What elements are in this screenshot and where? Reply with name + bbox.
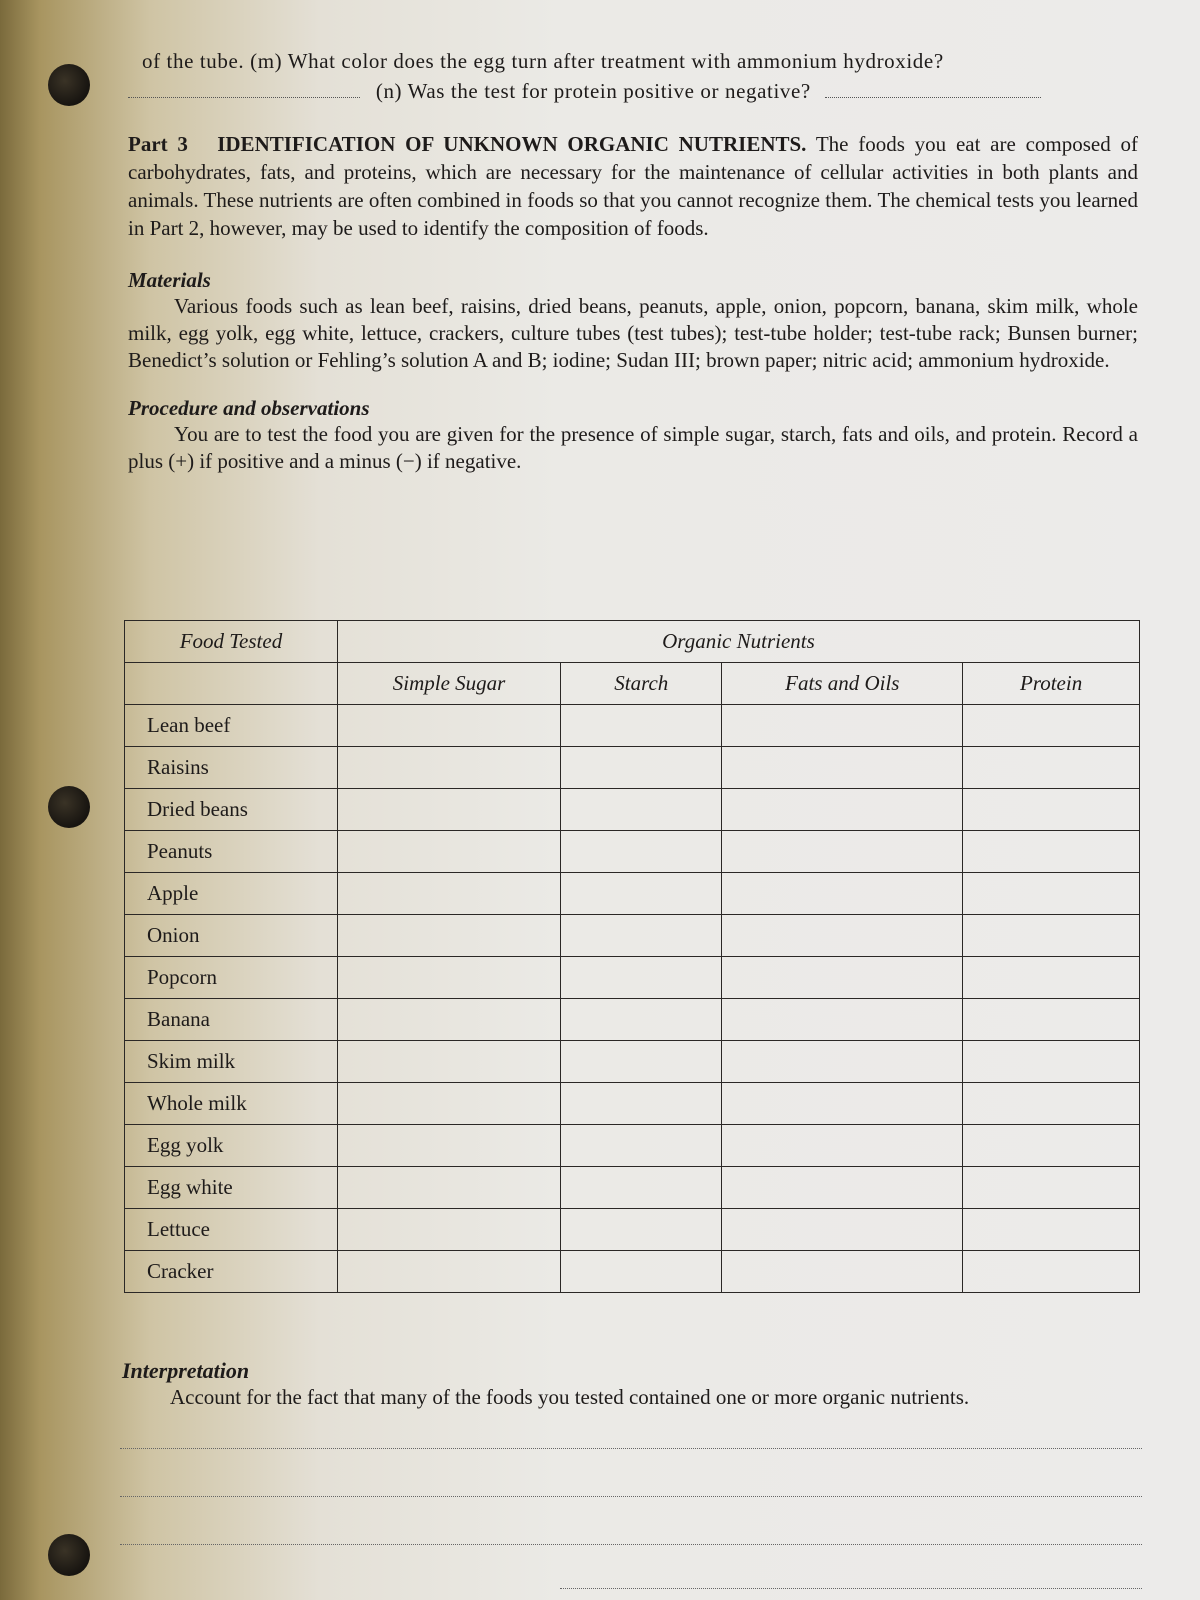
- table-row: [125, 747, 1140, 789]
- food-name: Whole milk: [125, 1083, 338, 1125]
- food-name: Cracker: [125, 1251, 338, 1293]
- food-name: Egg white: [125, 1167, 338, 1209]
- simple-sugar-cell[interactable]: [337, 789, 560, 831]
- binder-hole-top: [48, 64, 90, 106]
- table-row: [125, 1167, 1140, 1209]
- starch-cell[interactable]: [561, 1125, 722, 1167]
- answer-line[interactable]: [560, 1588, 1142, 1589]
- food-name: Banana: [125, 999, 338, 1041]
- table-row: [125, 1125, 1140, 1167]
- starch-cell[interactable]: [561, 873, 722, 915]
- protein-cell[interactable]: [963, 1209, 1140, 1251]
- nutrients-table: [124, 620, 1140, 1293]
- starch-cell[interactable]: [561, 915, 722, 957]
- interpretation-text: Account for the fact that many of the foods you tested contained one or more organic nutrients.: [170, 1385, 970, 1409]
- food-name: Apple: [125, 873, 338, 915]
- table-subheader-row: [125, 663, 1140, 705]
- simple-sugar-cell[interactable]: [337, 831, 560, 873]
- starch-cell[interactable]: [561, 999, 722, 1041]
- table-row: [125, 1209, 1140, 1251]
- starch-cell[interactable]: [561, 747, 722, 789]
- starch-header: Starch: [561, 663, 722, 705]
- simple-sugar-cell[interactable]: [337, 1251, 560, 1293]
- table-header-row: [125, 621, 1140, 663]
- table-row: [125, 705, 1140, 747]
- protein-cell[interactable]: [963, 915, 1140, 957]
- simple-sugar-cell[interactable]: [337, 1125, 560, 1167]
- fats-oils-cell[interactable]: [722, 1083, 963, 1125]
- question-m: of the tube. (m) What color does the egg turn after treatment with ammonium hydroxide?: [142, 49, 944, 73]
- protein-cell[interactable]: [963, 1041, 1140, 1083]
- answer-line[interactable]: [120, 1448, 1142, 1449]
- fats-oils-cell[interactable]: [722, 1167, 963, 1209]
- fats-oils-cell[interactable]: [722, 705, 963, 747]
- answer-line[interactable]: [120, 1496, 1142, 1497]
- interpretation-title: Interpretation: [122, 1358, 250, 1383]
- starch-cell[interactable]: [561, 1167, 722, 1209]
- fats-oils-cell[interactable]: [722, 831, 963, 873]
- part3-title: IDENTIFICATION OF UNKNOWN ORGANIC NUTRIENTS.: [217, 132, 807, 156]
- simple-sugar-cell[interactable]: [337, 999, 560, 1041]
- simple-sugar-cell[interactable]: [337, 1167, 560, 1209]
- protein-cell[interactable]: [963, 705, 1140, 747]
- fats-oils-cell[interactable]: [722, 789, 963, 831]
- food-tested-header: Food Tested: [125, 621, 338, 663]
- starch-cell[interactable]: [561, 1041, 722, 1083]
- materials-title: Materials: [128, 268, 211, 292]
- starch-cell[interactable]: [561, 957, 722, 999]
- simple-sugar-header: Simple Sugar: [337, 663, 560, 705]
- part3-text: The foods you eat are composed of carbohydrates, fats, and proteins, which are necessary for the maintenance of cellular activities in both plants and animals. These nutrients are often combined in foods so that you cannot recognize them. The chemical tests you learned in Part 2, however, may be used to identify the composition of foods.: [128, 132, 1138, 240]
- table-row: [125, 957, 1140, 999]
- starch-cell[interactable]: [561, 831, 722, 873]
- starch-cell[interactable]: [561, 1083, 722, 1125]
- part3-label: Part 3: [128, 132, 188, 156]
- table-row: [125, 915, 1140, 957]
- table-row: [125, 873, 1140, 915]
- fats-oils-cell[interactable]: [722, 1251, 963, 1293]
- fats-oils-cell[interactable]: [722, 957, 963, 999]
- simple-sugar-cell[interactable]: [337, 705, 560, 747]
- table-row: [125, 1083, 1140, 1125]
- procedure-text: You are to test the food you are given for the presence of simple sugar, starch, fats and oils, and protein. Record a plus (+) if positive and a minus (−) if negative.: [128, 422, 1138, 473]
- fats-oils-header: Fats and Oils: [722, 663, 963, 705]
- food-name: Raisins: [125, 747, 338, 789]
- table-row: [125, 1041, 1140, 1083]
- protein-cell[interactable]: [963, 873, 1140, 915]
- procedure-title: Procedure and observations: [128, 396, 370, 420]
- protein-cell[interactable]: [963, 747, 1140, 789]
- table-row: [125, 831, 1140, 873]
- table-row: [125, 1251, 1140, 1293]
- question-n: (n) Was the test for protein positive or negative?: [375, 79, 811, 103]
- food-name: Lettuce: [125, 1209, 338, 1251]
- protein-header: Protein: [963, 663, 1140, 705]
- food-name: Lean beef: [125, 705, 338, 747]
- simple-sugar-cell[interactable]: [337, 957, 560, 999]
- fats-oils-cell[interactable]: [722, 999, 963, 1041]
- starch-cell[interactable]: [561, 1209, 722, 1251]
- fats-oils-cell[interactable]: [722, 747, 963, 789]
- protein-cell[interactable]: [963, 1083, 1140, 1125]
- simple-sugar-cell[interactable]: [337, 1209, 560, 1251]
- simple-sugar-cell[interactable]: [337, 1083, 560, 1125]
- fats-oils-cell[interactable]: [722, 873, 963, 915]
- protein-cell[interactable]: [963, 789, 1140, 831]
- food-name: Egg yolk: [125, 1125, 338, 1167]
- starch-cell[interactable]: [561, 705, 722, 747]
- simple-sugar-cell[interactable]: [337, 915, 560, 957]
- answer-blank-n[interactable]: [825, 97, 1041, 98]
- protein-cell[interactable]: [963, 1167, 1140, 1209]
- starch-cell[interactable]: [561, 789, 722, 831]
- question-n-line: [128, 76, 1138, 106]
- simple-sugar-cell[interactable]: [337, 873, 560, 915]
- binder-hole-bottom: [48, 1534, 90, 1576]
- blank-header-cell: [125, 663, 338, 705]
- table-row: [125, 789, 1140, 831]
- food-name: Dried beans: [125, 789, 338, 831]
- simple-sugar-cell[interactable]: [337, 747, 560, 789]
- fats-oils-cell[interactable]: [722, 1125, 963, 1167]
- answer-blank-m[interactable]: [128, 97, 360, 98]
- food-name: Popcorn: [125, 957, 338, 999]
- worksheet-text: [128, 46, 1138, 475]
- food-name: Onion: [125, 915, 338, 957]
- binder-hole-middle: [48, 786, 90, 828]
- fats-oils-cell[interactable]: [722, 1209, 963, 1251]
- starch-cell[interactable]: [561, 1251, 722, 1293]
- protein-cell[interactable]: [963, 957, 1140, 999]
- simple-sugar-cell[interactable]: [337, 1041, 560, 1083]
- fats-oils-cell[interactable]: [722, 915, 963, 957]
- protein-cell[interactable]: [963, 999, 1140, 1041]
- protein-cell[interactable]: [963, 1125, 1140, 1167]
- part3-paragraph: [128, 130, 1138, 242]
- food-name: Skim milk: [125, 1041, 338, 1083]
- answer-line[interactable]: [120, 1544, 1142, 1545]
- food-name: Peanuts: [125, 831, 338, 873]
- protein-cell[interactable]: [963, 831, 1140, 873]
- materials-text: Various foods such as lean beef, raisins, dried beans, peanuts, apple, onion, popcorn, banana, skim milk, whole milk, egg yolk, egg white, lettuce, crackers, culture tubes (test tubes); test-tube holder; test-tube rack; Bunsen burner; Benedict’s solution or Fehling’s solution A and B; iodine; Sudan III; brown paper; nitric acid; ammonium hydroxide.: [128, 294, 1138, 372]
- organic-nutrients-header: Organic Nutrients: [337, 621, 1139, 663]
- fats-oils-cell[interactable]: [722, 1041, 963, 1083]
- table-row: [125, 999, 1140, 1041]
- protein-cell[interactable]: [963, 1251, 1140, 1293]
